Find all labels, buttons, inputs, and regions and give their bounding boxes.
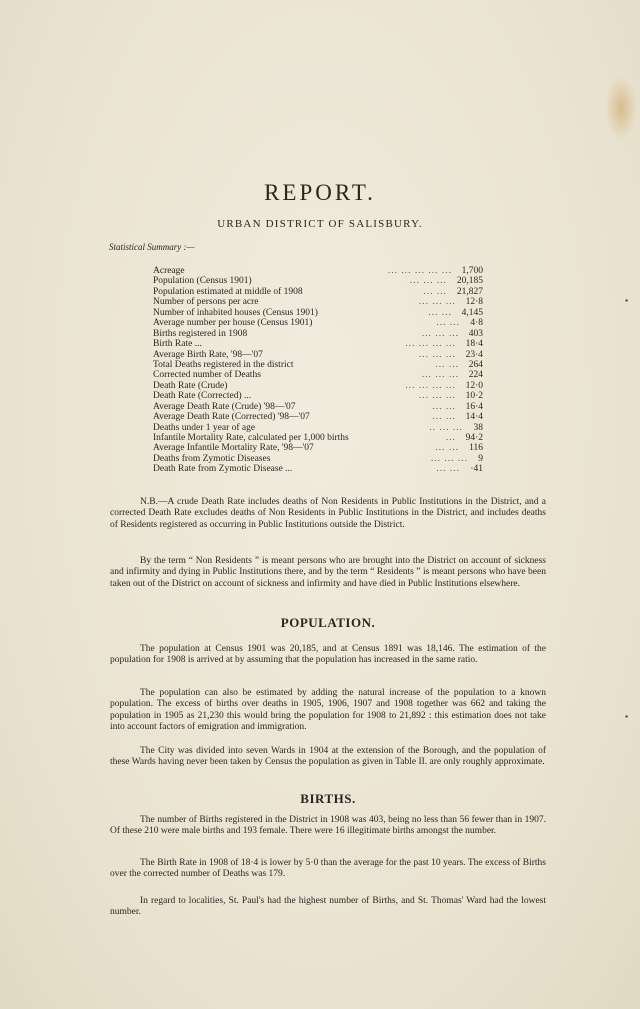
- stat-row: [153, 297, 483, 307]
- stat-value: 264: [468, 359, 483, 370]
- stat-leader-dots: ... ... ... ...: [405, 339, 456, 350]
- stat-value: 12·8: [465, 297, 483, 308]
- stat-value: 1,700: [461, 266, 483, 276]
- stat-label: Births registered in 1908: [153, 328, 248, 339]
- stat-row: [153, 370, 483, 380]
- stat-row: [153, 339, 483, 349]
- stat-label: Total Deaths registered in the district: [153, 359, 294, 370]
- margin-mark: ▪: [625, 296, 628, 305]
- report-subtitle: URBAN DISTRICT OF SALISBURY.: [217, 218, 423, 230]
- stat-row: [153, 308, 483, 318]
- stat-row: [153, 329, 483, 339]
- stat-row: [153, 433, 483, 443]
- stat-row: [153, 287, 483, 297]
- stat-label: Death Rate (Corrected) ...: [153, 391, 252, 402]
- stat-row: [153, 360, 483, 370]
- stat-row: [153, 381, 483, 391]
- stat-label: Average Infantile Mortality Rate, '98—'07: [153, 443, 314, 454]
- stat-value: 21,827: [456, 286, 483, 297]
- stat-value: 23·4: [465, 349, 483, 360]
- population-heading: POPULATION.: [280, 615, 376, 630]
- stat-leader-dots: ... ... ...: [418, 349, 456, 360]
- stat-label: Acreage: [153, 266, 185, 276]
- stat-row: [153, 464, 483, 474]
- stat-value: 10·2: [465, 391, 483, 402]
- stat-row: [153, 443, 483, 453]
- stat-label: Deaths under 1 year of age: [153, 422, 256, 433]
- nb-paragraph: N.B.—A crude Death Rate includes deaths of Non Residents in Public Institutions in the District, and a corrected Death Rate excludes deaths of Non Residents in Public Institutions in the District, and includes deaths of Residents registered as occurring in Public Institutions outside the District.: [110, 497, 546, 530]
- stat-row: [153, 350, 483, 360]
- stat-label: Infantile Mortality Rate, calculated per 1,000 births: [153, 433, 349, 443]
- stat-value: 403: [468, 328, 483, 339]
- stat-leader-dots: ... ... ...: [418, 297, 456, 308]
- stat-leader-dots: ...: [445, 433, 456, 443]
- stat-value: 16·4: [465, 401, 483, 412]
- stat-leader-dots: ... ... ...: [409, 276, 447, 287]
- births-paragraph-2: The Birth Rate in 1908 of 18·4 is lower by 5·0 than the average for the past 10 years. The excess of Births over the corrected number of Deaths was 179.: [110, 858, 546, 880]
- stat-row: [153, 318, 483, 328]
- births-heading: BIRTHS.: [300, 791, 356, 806]
- stat-leader-dots: ... ...: [435, 359, 459, 370]
- stat-leader-dots: ... ...: [432, 401, 456, 412]
- stat-leader-dots: ... ...: [436, 318, 460, 329]
- stat-leader-dots: ... ... ...: [418, 391, 456, 402]
- stat-value: 116: [469, 443, 483, 454]
- births-paragraph-3: In regard to localities, St. Paul's had the highest number of Births, and St. Thomas' Ward had the lowest number.: [110, 896, 546, 918]
- stat-label: Deaths from Zymotic Diseases: [153, 453, 271, 464]
- stat-row: [153, 266, 483, 276]
- stat-value: 9: [478, 453, 483, 464]
- stat-row: [153, 454, 483, 464]
- stat-row: [153, 402, 483, 412]
- stat-leader-dots: ... ...: [432, 412, 456, 423]
- stat-value: 4·8: [470, 318, 483, 329]
- population-paragraph-3: The City was divided into seven Wards in 1904 at the extension of the Borough, and the population of these Wards having never been taken by Census the population as given in Table II. are only roughly approximate.: [110, 746, 546, 768]
- births-paragraph-1: The number of Births registered in the District in 1908 was 403, being no less than 56 fewer than in 1907. Of these 210 were male births and 193 female. There were 16 illegitimate births amongst the number.: [110, 815, 546, 837]
- margin-mark: ▪: [625, 712, 628, 721]
- stat-row: [153, 391, 483, 401]
- stat-leader-dots: ... ... ... ...: [405, 380, 456, 391]
- stat-leader-dots: ... ... ...: [430, 453, 468, 464]
- non-residents-paragraph: By the term “ Non Residents ” is meant persons who are brought into the District on account of sickness and infirmity and dying in Public Institutions there, and by the term “ Residents ” is meant persons who have been taken out of the District on account of sickness and infirmity and have died in Public Institutions elsewhere.: [110, 556, 546, 589]
- stat-label: Number of persons per acre: [153, 297, 259, 308]
- stat-leader-dots: ... ...: [428, 307, 452, 318]
- stat-label: Average Birth Rate, '98—'07: [153, 349, 263, 360]
- report-title: REPORT.: [264, 180, 376, 205]
- stat-leader-dots: ... ...: [435, 443, 459, 454]
- stat-value: 18·4: [465, 339, 483, 350]
- stat-row: [153, 412, 483, 422]
- stat-label: Death Rate from Zymotic Disease ...: [153, 464, 293, 475]
- stat-value: 94·2: [465, 433, 483, 443]
- statistical-summary-table: [153, 266, 483, 475]
- stat-value: ·41: [470, 464, 483, 475]
- stat-label: Birth Rate ...: [153, 339, 202, 350]
- stat-label: Average Death Rate (Corrected) '98—'07: [153, 412, 310, 423]
- stat-label: Average number per house (Census 1901): [153, 318, 313, 329]
- stat-label: Population estimated at middle of 1908: [153, 286, 303, 297]
- stat-label: Average Death Rate (Crude) '98—'07: [153, 401, 296, 412]
- stat-value: 224: [468, 370, 483, 381]
- stat-leader-dots: ... ... ...: [421, 328, 459, 339]
- stat-label: Death Rate (Crude): [153, 380, 228, 391]
- stat-leader-dots: ... ... ... ... ...: [387, 266, 452, 276]
- paper-stain: [606, 78, 636, 138]
- stat-value: 14·4: [465, 412, 483, 423]
- population-paragraph-1: The population at Census 1901 was 20,185, and at Census 1891 was 18,146. The estimation of the population for 1908 is arrived at by assuming that the population has increased in the same ratio.: [110, 644, 546, 666]
- stat-value: 12·0: [465, 380, 483, 391]
- stat-row: [153, 423, 483, 433]
- statistical-summary-label: Statistical Summary :—: [109, 242, 195, 252]
- stat-leader-dots: .. ... ...: [429, 422, 463, 433]
- stat-value: 20,185: [456, 276, 483, 287]
- stat-leader-dots: ... ...: [423, 286, 447, 297]
- stat-label: Corrected number of Deaths: [153, 370, 261, 381]
- stat-row: [153, 276, 483, 286]
- stat-leader-dots: ... ...: [436, 464, 460, 475]
- population-paragraph-2: The population can also be estimated by adding the natural increase of the population to a known population. The excess of births over deaths in 1905, 1906, 1907 and 1908 together was 662 and taking the population in 1905 as 21,230 this would bring the population for 1908 to 21,892 : this estimation does not take into account factors of emigration and immigration.: [110, 688, 546, 732]
- stat-label: Population (Census 1901): [153, 276, 252, 287]
- stat-value: 38: [473, 422, 483, 433]
- stat-value: 4,145: [461, 307, 483, 318]
- stat-leader-dots: ... ... ...: [421, 370, 459, 381]
- stat-label: Number of inhabited houses (Census 1901): [153, 307, 318, 318]
